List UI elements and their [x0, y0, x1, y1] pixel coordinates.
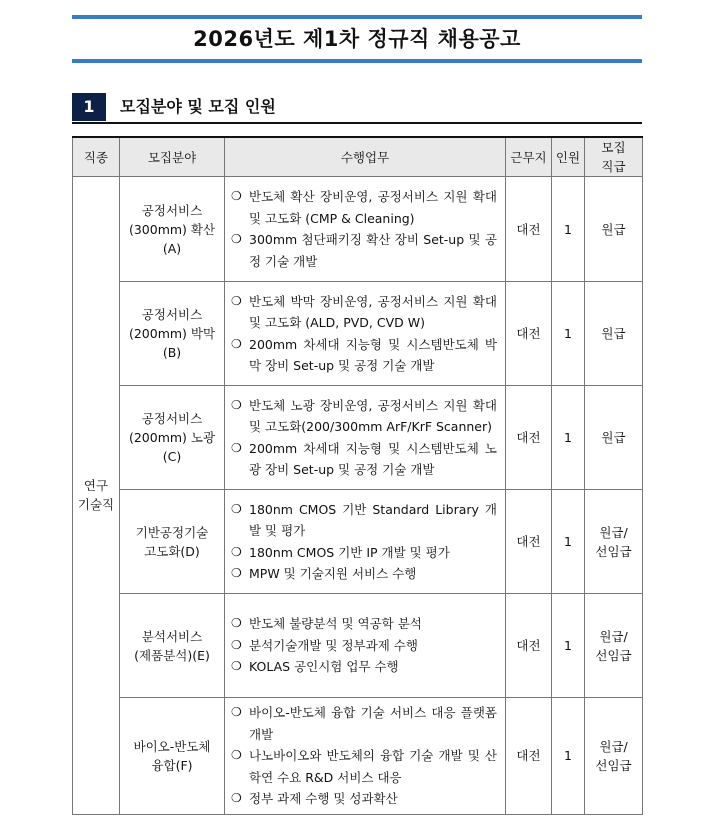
circle-bullet-icon: ❍ [231, 705, 242, 719]
table-row [73, 490, 643, 594]
grade-cell [585, 386, 643, 490]
field-line1: 공정서비스 [141, 411, 203, 426]
circle-bullet-icon: ❍ [231, 748, 242, 762]
job-type-cell [73, 177, 120, 815]
section-heading [72, 93, 642, 123]
location-cell: 대전 [506, 282, 552, 386]
headcount-cell: 1 [552, 386, 585, 490]
table-row [73, 594, 643, 698]
circle-bullet-icon: ❍ [231, 616, 242, 631]
duty-text: 반도체 박막 장비운영, 공정서비스 지원 확대 및 고도화 (ALD, PVD, CVD W) [249, 293, 497, 330]
grade-line2: 선임급 [595, 757, 632, 773]
circle-bullet-icon: ❍ [231, 501, 242, 516]
section-number-badge: 1 [72, 93, 106, 121]
duties-cell [225, 282, 506, 386]
duty-item [231, 334, 497, 377]
duty-text: 반도체 확산 장비운영, 공정서비스 지원 확대 및 고도화 (CMP & Cleaning) [249, 189, 497, 226]
section-title: 모집분야 및 모집 인원 [120, 97, 276, 116]
grade-line1: 원급 [601, 430, 626, 445]
section-underline [72, 122, 642, 124]
table-row [73, 386, 643, 490]
duty-item [231, 745, 497, 788]
circle-bullet-icon: ❍ [231, 440, 242, 455]
headcount-cell: 1 [552, 490, 585, 594]
circle-bullet-icon: ❍ [231, 232, 242, 246]
field-line2: (제품분석)(E) [134, 647, 210, 663]
grade-line1: 원급/ [599, 738, 628, 754]
headcount-cell: 1 [552, 698, 585, 815]
grade-cell [585, 698, 643, 815]
field-line2: (300mm) 확산(A) [128, 221, 216, 256]
job-type-line1: 연구 [83, 478, 109, 494]
grade-line1: 원급/ [599, 524, 628, 540]
duty-text: 180nm CMOS 기반 Standard Library 개발 및 평가 [249, 501, 497, 538]
circle-bullet-icon: ❍ [231, 566, 242, 580]
circle-bullet-icon: ❍ [231, 293, 242, 308]
header-headcount: 인원 [552, 137, 585, 177]
header-duties: 수행업무 [225, 137, 506, 177]
table-row [73, 177, 643, 282]
duty-item [231, 702, 497, 745]
duty-text: 180nm CMOS 기반 IP 개발 및 평가 [249, 544, 450, 560]
circle-bullet-icon: ❍ [231, 637, 242, 652]
field-cell [120, 282, 225, 386]
field-line2: 융합(F) [151, 757, 193, 773]
field-cell [120, 594, 225, 698]
header-field: 모집분야 [120, 137, 225, 177]
title-top-rule [72, 15, 642, 19]
field-line2: 고도화(D) [144, 543, 200, 559]
title-bottom-rule [72, 59, 642, 63]
duty-item [231, 563, 497, 585]
table-row [73, 282, 643, 386]
duty-text: 나노바이오와 반도체의 융합 기술 개발 및 산학연 수요 R&D 서비스 대응 [249, 748, 497, 785]
duties-cell [225, 386, 506, 490]
duty-text: 반도체 불량분석 및 역공학 분석 [249, 616, 422, 632]
duty-text: 300mm 첨단패키징 확산 장비 Set-up 및 공정 기술 개발 [249, 232, 497, 269]
duties-cell [225, 177, 506, 282]
duty-item [231, 438, 497, 481]
grade-cell [585, 282, 643, 386]
circle-bullet-icon: ❍ [231, 659, 242, 674]
duty-text: 200mm 차세대 지능형 및 시스템반도체 노광 장비 Set-up 및 공정 기술 개발 [249, 440, 497, 477]
duty-text: 반도체 노광 장비운영, 공정서비스 지원 확대 및 고도화(200/300mm ArF/KrF Scanner) [249, 397, 497, 434]
field-line1: 분석서비스 [141, 628, 203, 644]
grade-line2: 선임급 [595, 543, 632, 559]
header-grade-line1: 모집 [601, 140, 626, 155]
header-grade-line2: 직급 [601, 159, 626, 174]
field-line2: (200mm) 노광(C) [128, 430, 216, 464]
location-cell: 대전 [506, 698, 552, 815]
location-cell: 대전 [506, 594, 552, 698]
duty-item [231, 395, 497, 438]
location-cell: 대전 [506, 490, 552, 594]
header-grade [585, 137, 643, 177]
job-type-line2: 기술직 [77, 497, 115, 513]
grade-cell [585, 177, 643, 282]
field-line2: (200mm) 박막(B) [128, 326, 216, 360]
grade-cell [585, 594, 643, 698]
field-cell [120, 386, 225, 490]
document-title: 2026년도 제1차 정규직 채용공고 [193, 27, 521, 51]
duty-text: 분석기술개발 및 정부과제 수행 [249, 637, 418, 653]
location-cell: 대전 [506, 177, 552, 282]
circle-bullet-icon: ❍ [231, 544, 242, 559]
duty-item [231, 635, 497, 657]
field-line1: 바이오-반도체 [133, 738, 211, 754]
circle-bullet-icon: ❍ [231, 336, 242, 351]
duty-item [231, 613, 497, 635]
duty-item [231, 788, 497, 810]
duty-text: 200mm 차세대 지능형 및 시스템반도체 박막 장비 Set-up 및 공정 기술 개발 [249, 336, 497, 373]
table-header-row [73, 137, 643, 177]
field-cell [120, 698, 225, 815]
grade-line1: 원급 [601, 326, 626, 341]
duties-cell [225, 594, 506, 698]
circle-bullet-icon: ❍ [231, 189, 242, 203]
field-line1: 공정서비스 [141, 202, 203, 218]
duties-cell [225, 698, 506, 815]
circle-bullet-icon: ❍ [231, 397, 242, 412]
grade-line1: 원급/ [599, 628, 628, 644]
duty-item [231, 656, 497, 678]
grade-line2: 선임급 [595, 647, 632, 663]
header-location: 근무지 [506, 137, 552, 177]
field-cell [120, 177, 225, 282]
headcount-cell: 1 [552, 594, 585, 698]
grade-line1: 원급 [601, 221, 626, 237]
circle-bullet-icon: ❍ [231, 791, 242, 805]
duty-item [231, 291, 497, 334]
header-job-type: 직종 [73, 137, 120, 177]
duty-item [231, 542, 497, 564]
duty-item [231, 499, 497, 542]
field-cell [120, 490, 225, 594]
duty-item [231, 229, 497, 272]
duty-text: KOLAS 공인시험 업무 수행 [249, 659, 399, 675]
duty-text: 정부 과제 수행 및 성과확산 [249, 791, 398, 806]
duties-cell [225, 490, 506, 594]
duty-text: MPW 및 기술지원 서비스 수행 [249, 566, 417, 581]
grade-cell [585, 490, 643, 594]
location-cell: 대전 [506, 386, 552, 490]
headcount-cell: 1 [552, 177, 585, 282]
field-line1: 기반공정기술 [135, 524, 209, 540]
duty-item [231, 186, 497, 229]
field-line1: 공정서비스 [141, 307, 203, 322]
headcount-cell: 1 [552, 282, 585, 386]
table-row [73, 698, 643, 815]
duty-text: 바이오-반도체 융합 기술 서비스 대응 플랫폼 개발 [249, 705, 497, 742]
recruitment-table [72, 136, 643, 815]
